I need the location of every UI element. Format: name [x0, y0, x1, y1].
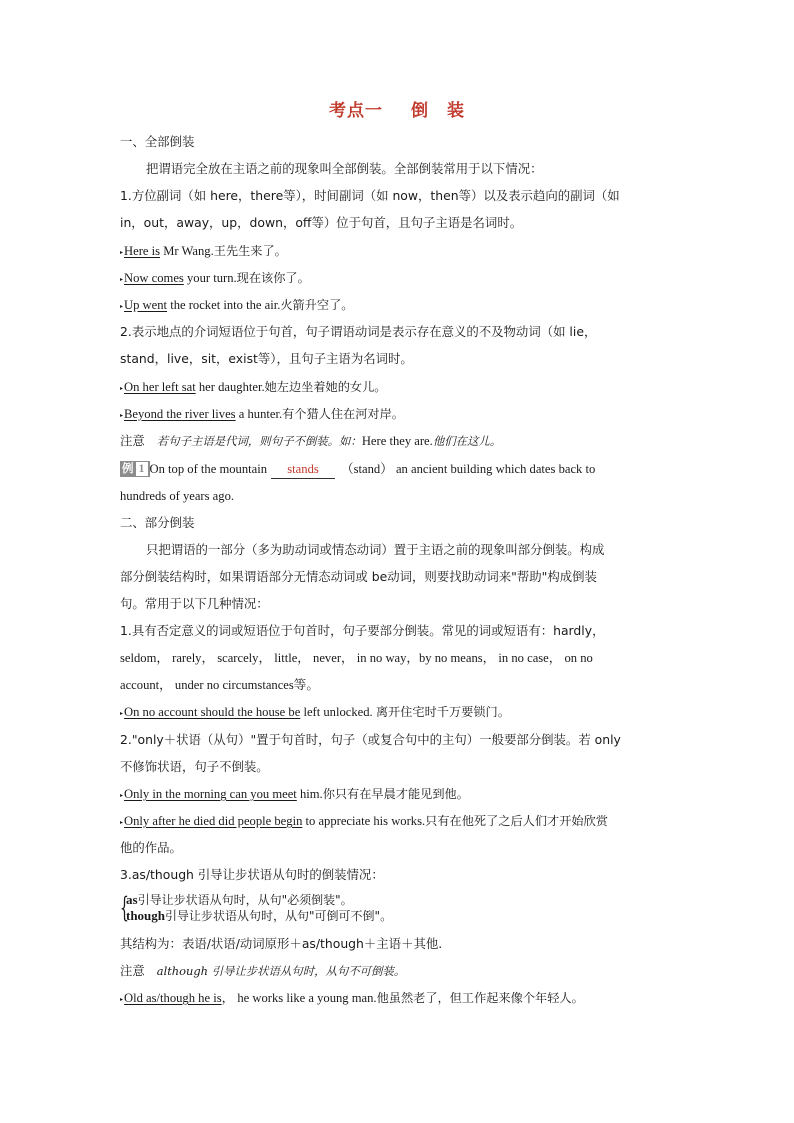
- section1-item2-line1: 2.表示地点的介词短语位于句首，句子谓语动词是表示存在意义的不及物动词（如 lie，: [120, 324, 597, 339]
- title-part1: 考点一: [329, 101, 383, 121]
- triangle-bullet-icon: ▸: [120, 711, 124, 717]
- section2-intro-line3: 句。常用于以下几种情况：: [120, 596, 269, 611]
- section2-intro-line1: 只把谓语的一部分（多为助动词或情态动词）置于主语之前的现象叫部分倒装。构成: [146, 542, 605, 557]
- triangle-bullet-icon: ▸: [120, 793, 124, 799]
- note-translation: 他们在这儿。: [432, 434, 502, 448]
- example-translation: 火箭升空了。: [280, 298, 354, 312]
- example-text: ， he works like a young man.: [221, 991, 377, 1005]
- example-translation: 现在该你了。: [236, 271, 310, 285]
- note-text: although 引导让步状语从句时，从句不可倒装。: [156, 964, 406, 978]
- example-translation: 她左边坐着她的女儿。: [264, 380, 387, 394]
- example-underline: Beyond the river lives: [124, 407, 236, 421]
- example-underline: Now comes: [124, 271, 184, 285]
- triangle-bullet-icon: ▸: [120, 277, 124, 283]
- example-translation: 你只有在早晨才能见到他。: [322, 787, 469, 801]
- title-part3: 装: [447, 101, 465, 121]
- example-sentence: [120, 378, 680, 398]
- title-part2: 倒: [411, 101, 429, 121]
- section1-item1-line2: in，out，away，up，down，off等）位于句首，且句子主语是名词时。: [120, 215, 523, 230]
- section2-heading: 二、部分倒装: [120, 515, 195, 530]
- example-sentence: [120, 296, 680, 316]
- example-text: her daughter.: [195, 380, 265, 394]
- triangle-bullet-icon: ▸: [120, 386, 124, 392]
- section2-item2-line1: 2."only＋状语（从句）"置于句首时，句子（或复合句中的主句）一般要部分倒装。若 only: [120, 732, 621, 747]
- example-translation: 只有在他死了之后人们才开始欣赏: [425, 814, 608, 828]
- example-sentence: [120, 812, 680, 832]
- example-underline: Old as/though he is: [124, 991, 222, 1005]
- structure-line: 其结构为：表语/状语/动词原形＋as/though＋主语＋其他.: [120, 936, 443, 951]
- brace-line-as: [126, 892, 353, 908]
- brace-line-text: 引导让步状语从句时，从句"可倒可不倒"。: [165, 909, 393, 923]
- triangle-bullet-icon: ▸: [120, 820, 124, 826]
- triangle-bullet-icon: ▸: [120, 250, 124, 256]
- example-underline: On her left sat: [124, 380, 196, 394]
- section1-intro: 把谓语完全放在主语之前的现象叫全部倒装。全部倒装常用于以下情况：: [146, 161, 543, 176]
- example-text: him.: [296, 787, 323, 801]
- example-underline: On no account should the house be: [124, 705, 301, 719]
- example-translation: 离开住宅时千万要锁门。: [375, 705, 510, 719]
- keyword-though: though: [126, 908, 166, 923]
- note-example: Here they are.: [361, 434, 433, 448]
- example-underline: Only after he died did people begin: [124, 814, 303, 828]
- badge-number: 1: [136, 462, 148, 476]
- example-sentence: [120, 989, 680, 1009]
- example-sentence: [120, 242, 680, 262]
- section2-item1-line1: 1.具有否定意义的词或短语位于句首时，句子要部分倒装。常见的词或短语有：hardly，: [120, 623, 605, 638]
- example-text: Mr Wang.: [160, 244, 214, 258]
- exercise-line2: hundreds of years ago.: [120, 489, 235, 503]
- note-line: [120, 962, 680, 980]
- exercise-text-after: （stand） an ancient building which dates back to: [341, 462, 596, 476]
- section1-item2-line2: stand，live，sit，exist等），且句子主语为名词时。: [120, 351, 413, 366]
- exercise-line: [120, 460, 680, 479]
- section2-item1-line2: seldom， rarely， scarcely， little， never， in no way，by no means， in no case， on no: [120, 651, 593, 665]
- keyword-as: as: [126, 892, 138, 907]
- note-label: 注意: [120, 433, 145, 448]
- example-underline: Here is: [124, 244, 161, 258]
- example-badge: [120, 461, 150, 477]
- left-brace-icon: {: [120, 891, 129, 924]
- answer-blank: stands: [271, 460, 335, 479]
- example-sentence: [120, 269, 680, 289]
- section2-item1-line3: account， under no circumstances等。: [120, 678, 319, 692]
- example-translation: 有个猎人住在河对岸。: [282, 407, 404, 421]
- note-label: 注意: [120, 963, 145, 978]
- example-translation-continued: 他的作品。: [120, 840, 182, 855]
- example-text: a hunter.: [235, 407, 283, 421]
- section2-intro-line2: 部分倒装结构时，如果谓语部分无情态动词或 be动词，则要找助动词来"帮助"构成倒装: [120, 569, 597, 584]
- section2-item3: 3.as/though 引导让步状语从句时的倒装情况：: [120, 867, 384, 882]
- brace-line-text: 引导让步状语从句时，从句"必须倒装"。: [137, 893, 353, 907]
- example-text: left unlocked.: [300, 705, 376, 719]
- example-sentence: [120, 703, 680, 723]
- example-translation: 王先生来了。: [213, 244, 287, 258]
- example-underline: Only in the morning can you meet: [124, 787, 297, 801]
- example-text: the rocket into the air.: [167, 298, 281, 312]
- triangle-bullet-icon: ▸: [120, 997, 124, 1003]
- badge-label: 例: [122, 463, 134, 475]
- example-text: your turn.: [183, 271, 237, 285]
- note-text: 若句子主语是代词，则句子不倒装。如：: [156, 434, 362, 448]
- section1-item1-line1: 1.方位副词（如 here，there等），时间副词（如 now，then等）以及表示趋向的副词（如: [120, 188, 620, 203]
- section1-heading: 一、全部倒装: [120, 134, 195, 149]
- page-title: [0, 96, 794, 121]
- triangle-bullet-icon: ▸: [120, 304, 124, 310]
- example-translation: 他虽然老了，但工作起来像个年轻人。: [376, 991, 584, 1005]
- brace-line-though: [126, 908, 392, 924]
- triangle-bullet-icon: ▸: [120, 413, 124, 419]
- example-sentence: [120, 785, 680, 805]
- example-text: to appreciate his works.: [302, 814, 426, 828]
- note-line: [120, 432, 680, 450]
- exercise-text-before: On top of the mountain: [149, 462, 268, 476]
- example-sentence: [120, 405, 680, 425]
- section2-item2-line2: 不修饰状语，句子不倒装。: [120, 759, 269, 774]
- example-underline: Up went: [124, 298, 168, 312]
